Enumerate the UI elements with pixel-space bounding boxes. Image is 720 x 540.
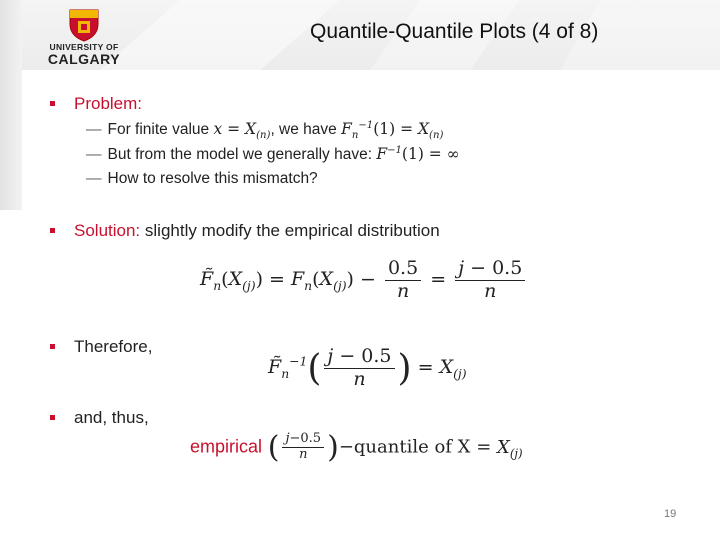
problem-item-2-text: But from the model we generally have:	[107, 146, 377, 164]
bullet-thus	[50, 415, 55, 420]
solution-text: slightly modify the empirical distribution	[140, 221, 440, 240]
equation-inverse-ecdf: $F̃_n^{-1}$( $\frac{j - 0.5}{n}$ ) = $X_{(j)}$	[268, 345, 467, 390]
formula-x-equals-xn: $x = X_{(n)}$	[213, 120, 271, 142]
therefore-text: Therefore,	[74, 337, 153, 356]
thus-text: and, thus,	[74, 408, 149, 427]
bullet-solution	[50, 228, 55, 233]
left-decoration-band	[0, 0, 22, 210]
equation-modified-ecdf: $F̃_n(X_{(j)}) = F_n(X_{(j)})$ − $\frac{0.5}{n}$ = $\frac{j - 0.5}{n}$	[200, 258, 528, 303]
university-crest-icon	[66, 8, 102, 42]
solution-line	[74, 221, 440, 241]
problem-item-1-text-a: For finite value	[107, 121, 214, 139]
word-quantile: −quantile of X =	[338, 436, 498, 458]
word-empirical: empirical	[190, 436, 263, 457]
problem-item-3: — How to resolve this mismatch?	[86, 170, 318, 187]
problem-item-1-text-b: , we have	[270, 121, 342, 139]
bullet-problem	[50, 101, 55, 106]
problem-item-1: — For finite value $x = X_{(n)}$, we have $F_n^{-1}(1) = X_{(n)}$	[86, 120, 444, 142]
logo-text-calgary: CALGARY	[47, 51, 121, 67]
university-logo	[44, 8, 124, 67]
logo-text-university-of: UNIVERSITY OF	[49, 42, 119, 52]
slide-title: Quantile-Quantile Plots (4 of 8)	[310, 20, 599, 43]
solution-label: Solution:	[74, 221, 141, 240]
page-number: 19	[664, 508, 677, 520]
equation-empirical-quantile: empirical ( $\frac{j-0.5}{n}$ )−quantile of $X = X_{(j)}$	[190, 430, 523, 465]
bullet-therefore	[50, 344, 55, 349]
problem-item-2: — But from the model we generally have: $F^{-1}(1)$ = ∞	[86, 145, 460, 164]
formula-f-inverse-infinity: $F^{-1}(1)$ = ∞	[376, 145, 460, 164]
problem-label: Problem:	[74, 94, 143, 113]
formula-fn-inverse: $F_n^{-1}(1) = X_{(n)}$	[341, 120, 444, 142]
problem-item-3-text: How to resolve this mismatch?	[107, 170, 318, 187]
